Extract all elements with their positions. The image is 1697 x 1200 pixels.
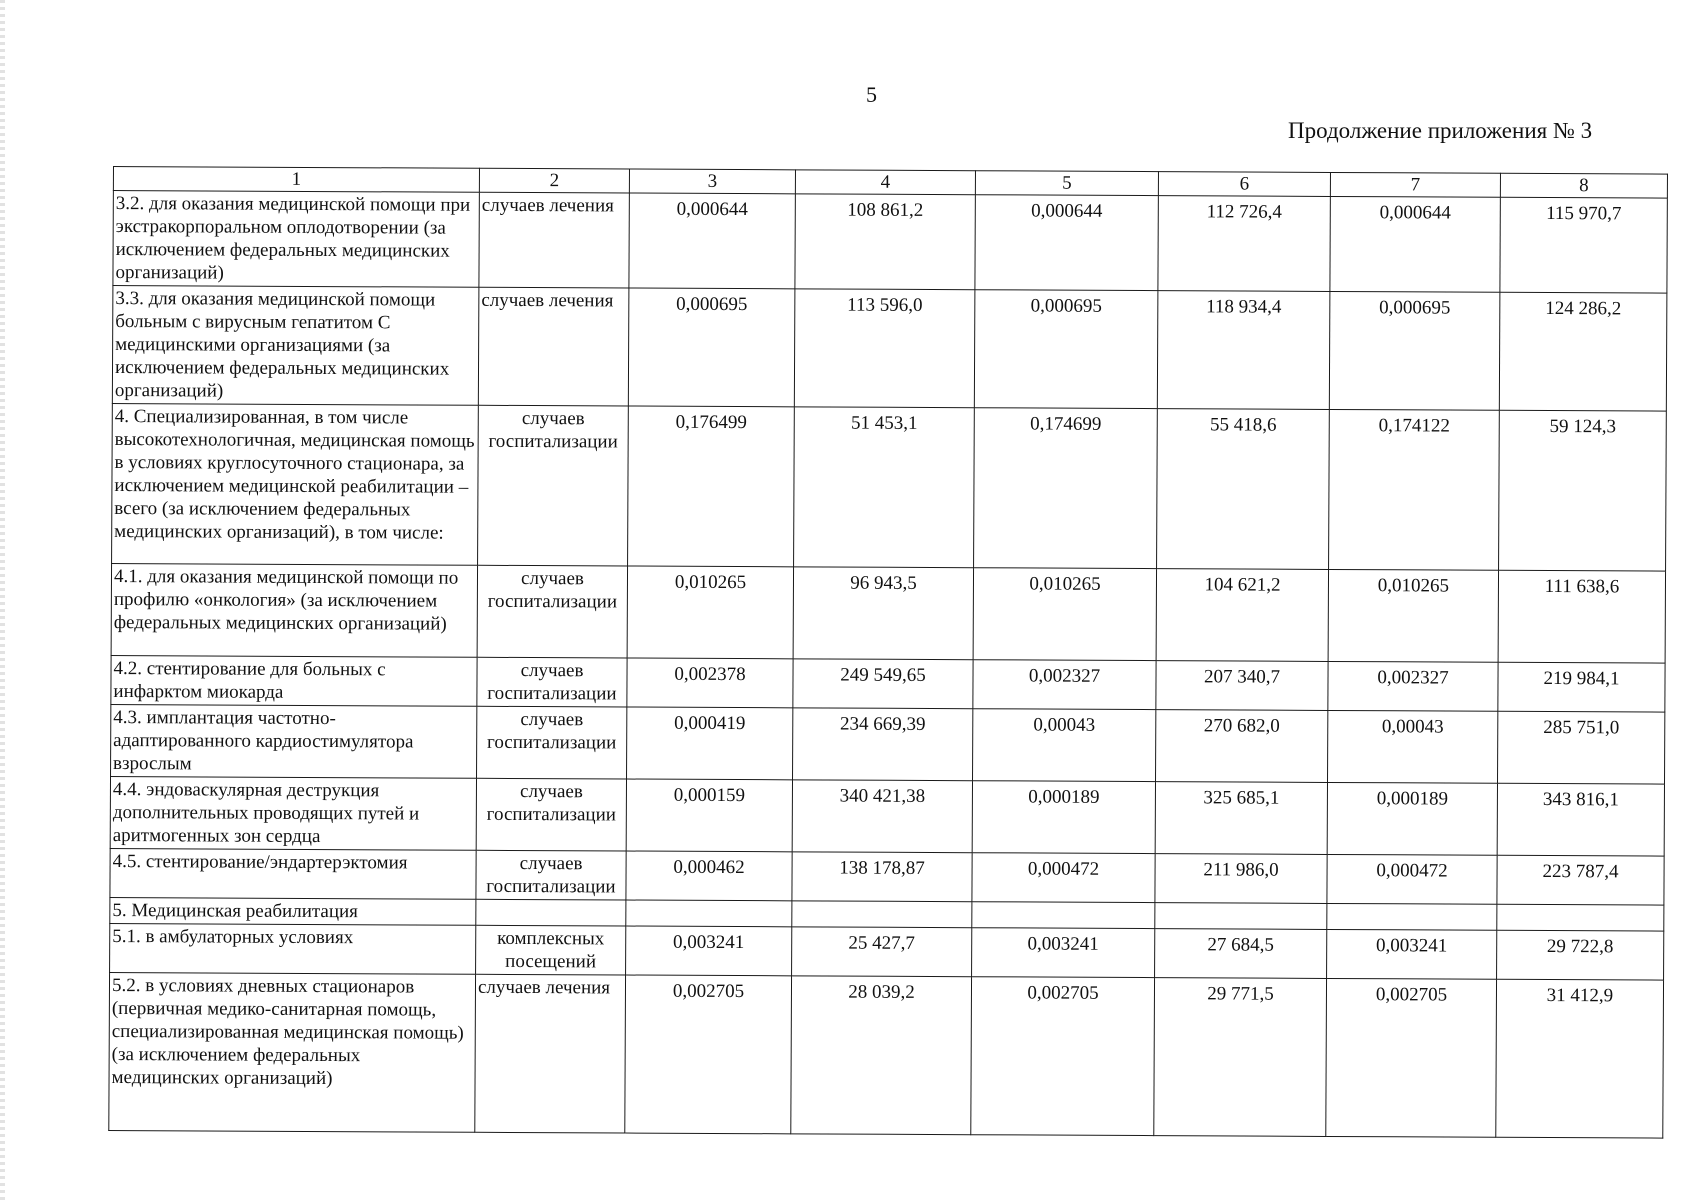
value-cell: 108 861,2 [795, 194, 975, 290]
value-cell: 0,003241 [972, 928, 1155, 978]
value-cell [972, 902, 1155, 929]
value-cell: 0,000695 [974, 290, 1158, 409]
value-cell: 340 421,38 [792, 780, 972, 853]
value-cell: 0,002705 [625, 975, 792, 1134]
value-cell: 0,003241 [626, 926, 792, 976]
table-row [110, 776, 1664, 856]
value-cell: 0,176499 [628, 406, 795, 567]
value-cell: 111 638,6 [1498, 570, 1665, 663]
value-cell: 25 427,7 [792, 927, 972, 977]
column-header: 1 [113, 167, 479, 193]
row-name-cell: 3.3. для оказания медицинской помощи больным с вирусным гепатитом С медицинскими организациями (за исключением федеральных медицинских организаций) [112, 286, 479, 406]
value-cell: 0,000472 [1327, 854, 1497, 904]
value-cell: 0,002378 [627, 658, 793, 708]
unit-cell: случаев госпитализации [477, 657, 627, 707]
unit-cell: случаев госпитализации [476, 778, 626, 851]
value-cell: 0,000644 [975, 195, 1158, 291]
unit-cell [476, 899, 626, 926]
column-header: 6 [1158, 172, 1330, 197]
unit-cell: комплексных посещений [476, 925, 626, 975]
value-cell: 0,174122 [1329, 409, 1500, 570]
value-cell: 219 984,1 [1498, 662, 1665, 712]
value-cell [792, 901, 972, 928]
column-header: 8 [1500, 173, 1667, 198]
value-cell: 0,000695 [628, 288, 795, 407]
unit-cell: случаев госпитализации [478, 405, 629, 566]
value-cell: 285 751,0 [1498, 711, 1665, 784]
data-table [108, 166, 1668, 1139]
value-cell: 27 684,5 [1155, 929, 1327, 979]
value-cell: 96 943,5 [793, 567, 973, 660]
value-cell: 0,000644 [629, 193, 795, 289]
value-cell [1155, 903, 1327, 930]
value-cell: 0,003241 [1327, 929, 1497, 979]
column-header: 4 [795, 170, 975, 195]
value-cell: 249 549,65 [793, 659, 973, 709]
value-cell: 138 178,87 [792, 852, 972, 902]
value-cell: 0,000189 [1327, 782, 1497, 855]
unit-cell: случаев лечения [478, 287, 629, 406]
row-name-cell: 4.1. для оказания медицинской помощи по профилю «онкология» (за исключением федеральных медицинских организаций) [111, 563, 477, 657]
column-header: 3 [629, 169, 795, 194]
value-cell: 343 816,1 [1497, 783, 1664, 856]
row-name-cell: 4. Специализированная, в том числе высокотехнологичная, медицинская помощь в условиях круглосуточного стационара, за исключением медицинской реабилитации – всего (за исключением федеральных медицинских организаций), в том числе: [112, 403, 479, 565]
value-cell: 113 596,0 [794, 289, 975, 408]
value-cell: 0,010265 [973, 568, 1156, 661]
scan-edge-artifact [0, 0, 5, 1200]
value-cell: 51 453,1 [794, 407, 975, 568]
value-cell: 104 621,2 [1156, 569, 1328, 662]
row-name-cell: 5.2. в условиях дневных стационаров (первичная медико-санитарная помощь, специализированная медицинская помощь) (за исключением федеральных медицинских организаций) [109, 972, 476, 1132]
table-row [112, 286, 1667, 412]
value-cell: 115 970,7 [1500, 197, 1667, 293]
table-row [112, 403, 1667, 571]
table-row [111, 704, 1665, 784]
value-cell: 0,002327 [1328, 661, 1498, 711]
value-cell: 0,000159 [626, 779, 792, 852]
row-name-cell: 4.4. эндоваскулярная деструкция дополнительных проводящих путей и аритмогенных зон сердца [110, 776, 476, 850]
value-cell: 211 986,0 [1155, 854, 1327, 904]
value-cell: 0,000419 [627, 707, 793, 780]
column-header: 5 [975, 171, 1158, 196]
value-cell: 55 418,6 [1157, 409, 1330, 570]
value-cell: 0,000472 [972, 853, 1155, 903]
value-cell: 29 722,8 [1497, 930, 1664, 980]
unit-cell: случаев госпитализации [477, 706, 627, 779]
appendix-continuation-note: Продолжение приложения № 3 [1288, 118, 1593, 143]
value-cell: 112 726,4 [1158, 196, 1330, 292]
value-cell: 0,010265 [1328, 569, 1498, 662]
value-cell: 31 412,9 [1496, 979, 1664, 1138]
table-row [110, 923, 1664, 980]
value-cell: 0,174699 [974, 408, 1158, 569]
unit-cell: случаев лечения [479, 192, 629, 288]
value-cell: 223 787,4 [1497, 855, 1664, 905]
row-name-cell: 5.1. в амбулаторных условиях [110, 923, 476, 974]
row-name-cell: 4.2. стентирование для больных с инфарктом миокарда [111, 655, 477, 706]
value-cell: 0,002327 [973, 660, 1156, 710]
value-cell: 0,000462 [626, 851, 792, 901]
table-row [113, 191, 1667, 294]
value-cell: 0,00043 [973, 709, 1156, 782]
value-cell: 124 286,2 [1499, 292, 1667, 411]
value-cell: 59 124,3 [1499, 410, 1667, 571]
column-header: 2 [479, 168, 629, 193]
value-cell: 270 682,0 [1156, 710, 1328, 783]
value-cell: 118 934,4 [1157, 291, 1330, 410]
value-cell: 0,010265 [627, 566, 793, 659]
unit-cell: случаев госпитализации [477, 565, 627, 658]
unit-cell: случаев лечения [475, 974, 626, 1133]
value-cell: 234 669,39 [793, 708, 973, 781]
row-name-cell: 3.2. для оказания медицинской помощи при экстракорпоральном оплодотворении (за исключением федеральных медицинских организаций) [113, 191, 479, 288]
row-name-cell: 5. Медицинская реабилитация [110, 897, 476, 925]
value-cell [626, 900, 792, 927]
row-name-cell: 4.3. имплантация частотно-адаптированного кардиостимулятора взрослым [111, 704, 477, 778]
value-cell [1497, 904, 1664, 931]
table-row [109, 972, 1664, 1138]
value-cell: 207 340,7 [1156, 661, 1328, 711]
column-header: 7 [1330, 172, 1500, 197]
unit-cell: случаев госпитализации [476, 850, 626, 900]
value-cell: 0,000695 [1329, 291, 1500, 410]
value-cell: 325 685,1 [1155, 782, 1327, 855]
value-cell: 0,002705 [971, 977, 1155, 1136]
page-number: 5 [866, 82, 877, 107]
value-cell: 0,000644 [1330, 196, 1500, 292]
row-name-cell: 4.5. стентирование/эндартерэктомия [110, 848, 476, 899]
value-cell: 29 771,5 [1154, 978, 1327, 1137]
table-row [110, 848, 1664, 905]
value-cell: 28 039,2 [791, 976, 972, 1135]
value-cell: 0,002705 [1326, 978, 1497, 1137]
value-cell [1327, 903, 1497, 930]
table-row [111, 563, 1665, 663]
value-cell: 0,00043 [1328, 710, 1498, 783]
value-cell: 0,000189 [972, 781, 1155, 854]
table-row [111, 655, 1665, 712]
data-table-container [108, 166, 1668, 1139]
